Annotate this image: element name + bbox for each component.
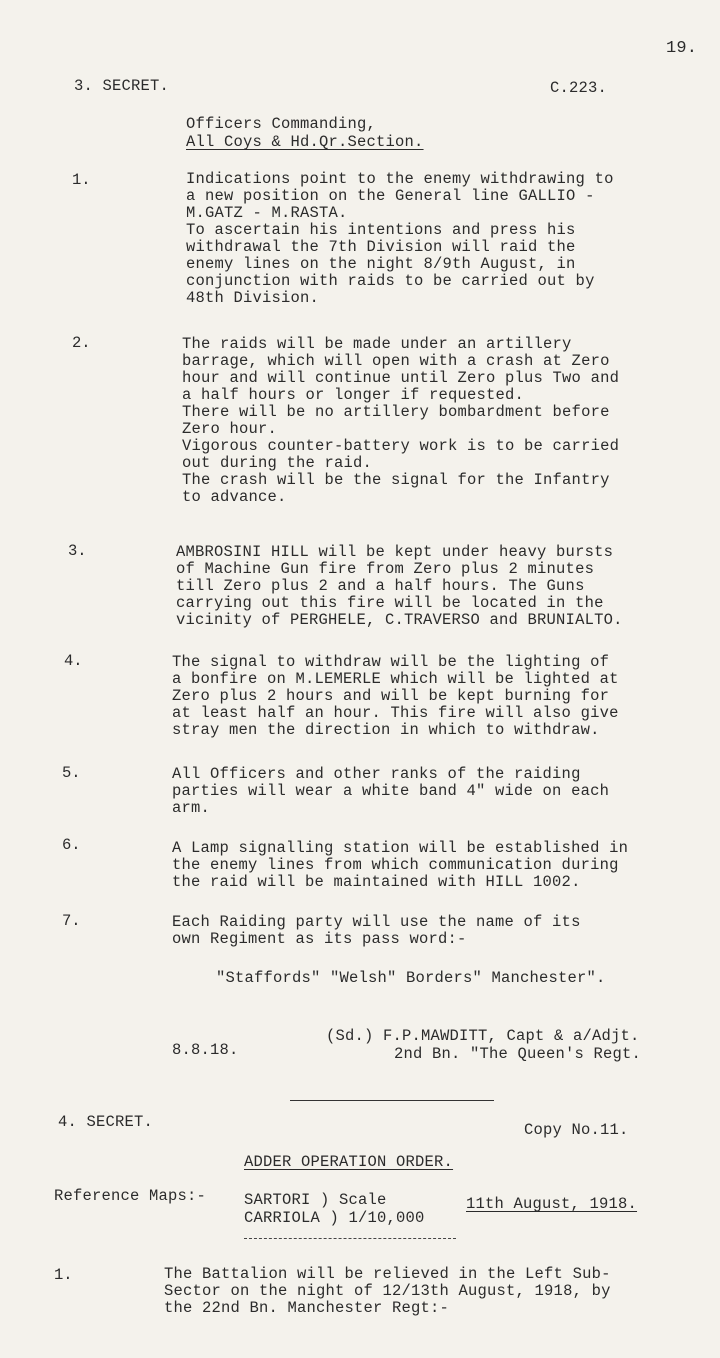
paragraph-number: 2. (72, 334, 91, 352)
text-line: Zero plus 2 hours and will be kept burning for (172, 687, 610, 705)
text-line: out during the raid. (182, 454, 373, 472)
paragraph-number: 7. (62, 912, 81, 930)
text-line: Indications point to the enemy withdrawing to (186, 170, 614, 188)
map-line-2: CARRIOLA ) 1/10,000 (244, 1209, 425, 1227)
paragraph-number: 3. (68, 542, 87, 560)
paragraph-number: 6. (62, 836, 81, 854)
text-line: withdrawal the 7th Division will raid the (186, 238, 576, 256)
addressee-line-2: All Coys & Hd.Qr.Section. (186, 133, 424, 151)
order2-heading: 4. SECRET. (58, 1113, 154, 1131)
text-line: A Lamp signalling station will be established in (172, 839, 629, 857)
paragraph-4 (172, 654, 619, 739)
text-line: 48th Division. (186, 289, 320, 307)
text-line: hour and will continue until Zero plus Two and (182, 369, 620, 387)
paragraph-number: 5. (62, 764, 81, 782)
paragraph-1 (186, 171, 614, 307)
text-line: a bonfire on M.LEMERLE which will be lighted at (172, 670, 619, 688)
text-line: Sector on the night of 12/13th August, 1918, by (164, 1282, 611, 1300)
text-line: Zero hour. (182, 420, 278, 438)
text-line: the enemy lines from which communication during (172, 856, 619, 874)
text-line: The signal to withdraw will be the lighting of (172, 653, 610, 671)
section-divider (290, 1100, 494, 1101)
paragraph-number: 4. (64, 652, 83, 670)
paragraph-3 (176, 544, 623, 629)
text-line: The raids will be made under an artillery (182, 335, 572, 353)
text-line: Vigorous counter-battery work is to be carried (182, 437, 620, 455)
text-line: enemy lines on the night 8/9th August, in (186, 255, 576, 273)
text-line: a half hours or longer if requested. (182, 386, 525, 404)
text-line: to advance. (182, 488, 287, 506)
order1-heading-text: 3. SECRET. (74, 77, 170, 95)
paragraph-6 (172, 840, 628, 891)
order2-paragraph-1 (164, 1266, 611, 1317)
text-line: stray men the direction in which to withdraw. (172, 721, 600, 739)
text-line: at least half an hour. This fire will also give (172, 704, 619, 722)
order1-date: 8.8.18. (172, 1041, 239, 1059)
text-line: vicinity of PERGHELE, C.TRAVERSO and BRUNIALTO. (176, 611, 623, 629)
page-number: 19. (666, 39, 698, 58)
text-line: the 22nd Bn. Manchester Regt:- (164, 1299, 450, 1317)
pass-words: "Staffords" "Welsh" Borders" Manchester". (216, 969, 606, 987)
text-line: There will be no artillery bombardment before (182, 403, 610, 421)
order1-reference: C.223. (550, 79, 608, 97)
text-line: parties will wear a white band 4" wide on each (172, 782, 610, 800)
map-line-1: SARTORI ) Scale (244, 1191, 387, 1209)
text-line: conjunction with raids to be carried out by (186, 272, 595, 290)
text-line: All Officers and other ranks of the raiding (172, 765, 581, 783)
paragraph-number: 1. (54, 1266, 73, 1284)
order1-heading (74, 78, 169, 95)
dashed-rule (244, 1238, 456, 1239)
text-line: carrying out this fire will be located in the (176, 594, 604, 612)
text-line: of Machine Gun fire from Zero plus 2 minutes (176, 560, 595, 578)
paragraph-5 (172, 766, 609, 817)
text-line: till Zero plus 2 and a half hours. The Guns (176, 577, 585, 595)
paragraph-2 (182, 336, 619, 506)
text-line: own Regiment as its pass word:- (172, 930, 467, 948)
copy-number: Copy No.11. (524, 1121, 629, 1139)
text-line: the raid will be maintained with HILL 1002. (172, 873, 581, 891)
order2-date: 11th August, 1918. (466, 1195, 638, 1213)
paragraph-7 (172, 914, 581, 948)
addressee-line-1: Officers Commanding, (186, 115, 377, 133)
text-line: a new position on the General line GALLIO - (186, 187, 595, 205)
reference-maps-label: Reference Maps:- (54, 1187, 207, 1205)
text-line: arm. (172, 799, 211, 817)
text-line: To ascertain his intentions and press his (186, 221, 576, 239)
text-line: Each Raiding party will use the name of its (172, 913, 581, 931)
operation-order-title: ADDER OPERATION ORDER. (244, 1153, 454, 1171)
signature-line-2: 2nd Bn. "The Queen's Regt. (394, 1045, 642, 1063)
text-line: The crash will be the signal for the Infantry (182, 471, 610, 489)
text-line: AMBROSINI HILL will be kept under heavy bursts (176, 543, 614, 561)
signature-line-1: (Sd.) F.P.MAWDITT, Capt & a/Adjt. (326, 1027, 640, 1045)
text-line: barrage, which will open with a crash at Zero (182, 352, 610, 370)
text-line: The Battalion will be relieved in the Left Sub- (164, 1265, 611, 1283)
paragraph-number: 1. (72, 171, 91, 189)
text-line: M.GATZ - M.RASTA. (186, 204, 348, 222)
